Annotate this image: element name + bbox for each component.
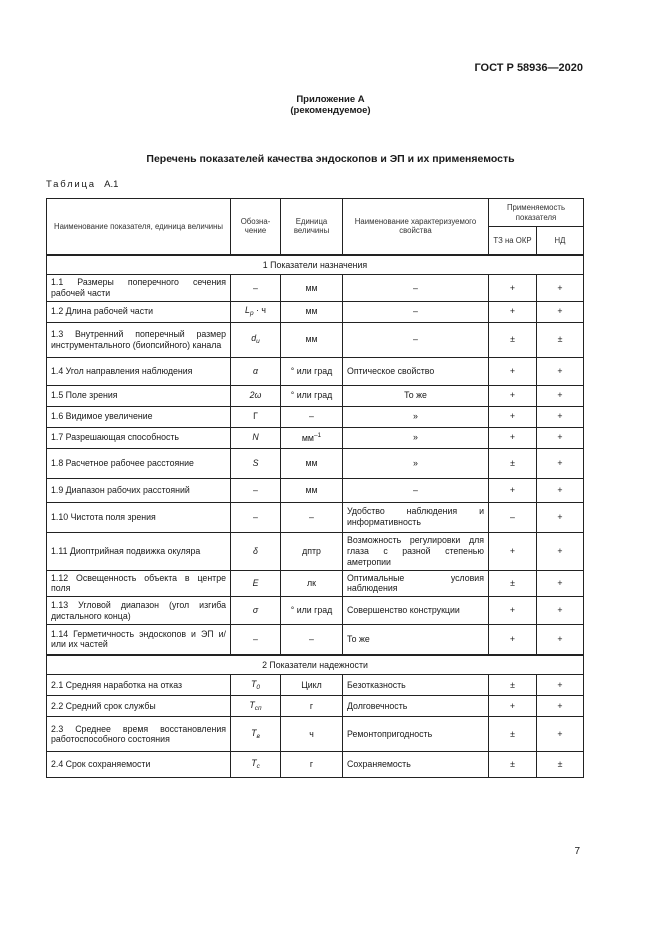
table-row — [47, 275, 584, 301]
indicator-name: 1.13 Угловой диапазон (угол изгиба дистального конца) — [47, 597, 231, 625]
applicability-nd: + — [537, 717, 584, 752]
standard-number: ГОСТ Р 58936—2020 — [474, 62, 583, 74]
symbol-subscript: сп — [254, 704, 262, 712]
indicator-symbol — [231, 448, 281, 478]
table-row — [47, 597, 584, 625]
applicability-tz: ± — [489, 717, 537, 752]
applicability-tz: + — [489, 532, 537, 570]
symbol-main: T — [249, 699, 255, 710]
indicator-unit — [281, 275, 343, 301]
symbol-subscript: и — [256, 338, 260, 346]
characteristic: – — [343, 478, 489, 502]
applicability-tz: + — [489, 301, 537, 322]
unit-superscript: –1 — [313, 431, 322, 439]
indicator-unit — [281, 570, 343, 596]
characteristic: Возможность регулировки для глаза с разной степенью аметропии — [343, 532, 489, 570]
unit-main: г — [309, 759, 314, 770]
indicator-unit — [281, 597, 343, 625]
applicability-nd: + — [537, 406, 584, 427]
characteristic: » — [343, 427, 489, 448]
indicator-unit — [281, 478, 343, 502]
applicability-tz: ± — [489, 675, 537, 696]
indicator-symbol — [231, 301, 281, 322]
unit-main: г — [309, 700, 314, 711]
applicability-nd: + — [537, 597, 584, 625]
characteristic: Безотказность — [343, 675, 489, 696]
applicability-tz: + — [489, 478, 537, 502]
unit-main: – — [309, 511, 314, 522]
indicator-name: 1.8 Расчетное рабочее расстояние — [47, 448, 231, 478]
indicator-name: 1.9 Диапазон рабочих расстояний — [47, 478, 231, 502]
applicability-tz: + — [489, 597, 537, 625]
page-number: 7 — [574, 846, 580, 857]
indicator-name: 1.2 Длина рабочей части — [47, 301, 231, 322]
table-row — [47, 502, 584, 532]
applicability-nd: + — [537, 427, 584, 448]
col-header-characteristic: Наименование характеризуемого свойства — [343, 199, 489, 255]
indicator-unit — [281, 532, 343, 570]
document-title: Перечень показателей качества эндоскопов и ЭП и их применяемость — [146, 153, 515, 165]
applicability-nd: + — [537, 502, 584, 532]
unit-main: Цикл — [301, 679, 322, 690]
applicability-tz: + — [489, 625, 537, 655]
unit-main: мм — [305, 457, 318, 468]
unit-main: ° или град — [290, 605, 333, 616]
characteristic: Оптическое свойство — [343, 357, 489, 385]
characteristic: Сохраняемость — [343, 752, 489, 778]
applicability-nd: ± — [537, 322, 584, 357]
table-row — [47, 532, 584, 570]
symbol-main: δ — [253, 545, 258, 556]
applicability-nd: + — [537, 570, 584, 596]
symbol-subscript: в — [256, 732, 260, 740]
indicator-name: 2.2 Средний срок службы — [47, 696, 231, 717]
characteristic: Ремонтопригодность — [343, 717, 489, 752]
indicator-symbol — [231, 427, 281, 448]
symbol-main: σ — [252, 605, 259, 616]
symbol-subscript: р — [249, 310, 254, 318]
col-header-symbol: Обозна- чение — [231, 199, 281, 255]
symbol-main: T — [251, 758, 257, 769]
applicability-tz: + — [489, 357, 537, 385]
characteristic: То же — [343, 625, 489, 655]
section-title: 2 Показатели надежности — [47, 655, 584, 675]
indicator-name: 1.5 Поле зрения — [47, 385, 231, 406]
indicator-symbol — [231, 385, 281, 406]
indicator-symbol — [231, 696, 281, 717]
applicability-nd: + — [537, 478, 584, 502]
symbol-main: – — [253, 511, 258, 522]
applicability-nd: + — [537, 448, 584, 478]
applicability-nd: + — [537, 696, 584, 717]
applicability-tz: – — [489, 502, 537, 532]
indicator-symbol — [231, 752, 281, 778]
indicator-symbol — [231, 357, 281, 385]
symbol-main: – — [253, 484, 258, 495]
indicator-symbol — [231, 406, 281, 427]
indicator-unit — [281, 717, 343, 752]
indicator-unit — [281, 696, 343, 717]
table-label-word: Таблица — [46, 179, 96, 190]
annex-title: Приложение А — [296, 94, 365, 105]
applicability-nd: + — [537, 532, 584, 570]
indicator-symbol — [231, 597, 281, 625]
applicability-tz: ± — [489, 448, 537, 478]
indicator-name: 1.3 Внутренний поперечный размер инструментального (биопсийного) канала — [47, 322, 231, 357]
indicator-symbol — [231, 322, 281, 357]
indicator-unit — [281, 675, 343, 696]
indicator-symbol — [231, 675, 281, 696]
table-row — [47, 448, 584, 478]
characteristic: – — [343, 301, 489, 322]
applicability-nd: + — [537, 357, 584, 385]
symbol-main: T — [251, 727, 257, 738]
indicator-symbol — [231, 502, 281, 532]
unit-main: ч — [309, 728, 314, 739]
unit-main: лк — [307, 578, 316, 589]
indicator-symbol — [231, 717, 281, 752]
table-row — [47, 385, 584, 406]
characteristic: » — [343, 406, 489, 427]
unit-main: – — [309, 411, 314, 422]
indicator-unit — [281, 752, 343, 778]
unit-main: мм — [305, 484, 318, 495]
applicability-tz: + — [489, 275, 537, 301]
indicator-name: 1.14 Герметичность эндоскопов и ЭП и/или их частей — [47, 625, 231, 655]
symbol-main: E — [252, 578, 259, 589]
indicator-symbol — [231, 532, 281, 570]
applicability-tz: + — [489, 385, 537, 406]
symbol-main: 2ω — [249, 390, 262, 401]
unit-main: мм — [301, 432, 314, 443]
applicability-nd: + — [537, 275, 584, 301]
indicator-name: 1.7 Разрешающая способность — [47, 427, 231, 448]
applicability-nd: + — [537, 625, 584, 655]
symbol-main: N — [252, 432, 259, 443]
indicator-unit — [281, 625, 343, 655]
table-body — [47, 255, 584, 778]
unit-main: мм — [305, 282, 318, 293]
indicator-unit — [281, 427, 343, 448]
indicator-unit — [281, 502, 343, 532]
unit-main: ° или град — [290, 390, 333, 401]
indicator-name: 2.1 Средняя наработка на отказ — [47, 675, 231, 696]
symbol-main: T — [251, 678, 257, 689]
characteristic: – — [343, 322, 489, 357]
table-row — [47, 427, 584, 448]
symbol-main: L — [245, 305, 250, 316]
col-header-name: Наименование показателя, единица величины — [47, 199, 231, 255]
characteristic: » — [343, 448, 489, 478]
unit-main: дптр — [302, 545, 321, 556]
indicator-symbol — [231, 275, 281, 301]
indicator-name: 1.6 Видимое увеличение — [47, 406, 231, 427]
table-row — [47, 752, 584, 778]
section-header-row — [47, 655, 584, 675]
table-row — [47, 357, 584, 385]
characteristic: То же — [343, 385, 489, 406]
applicability-nd: + — [537, 675, 584, 696]
table-row — [47, 675, 584, 696]
indicator-name: 2.3 Среднее время восстановления работоспособного состояния — [47, 717, 231, 752]
applicability-nd: + — [537, 301, 584, 322]
table-label-number: А.1 — [104, 179, 119, 190]
table-row — [47, 406, 584, 427]
table-row — [47, 478, 584, 502]
characteristic: Долговечность — [343, 696, 489, 717]
indicator-unit — [281, 301, 343, 322]
characteristic: Оптимальные условия наблюдения — [343, 570, 489, 596]
unit-main: мм — [305, 334, 318, 345]
indicator-name: 1.1 Размеры поперечного сечения рабочей части — [47, 275, 231, 301]
indicator-unit — [281, 357, 343, 385]
symbol-main: – — [253, 633, 258, 644]
indicator-name: 1.10 Чистота поля зрения — [47, 502, 231, 532]
applicability-tz: + — [489, 696, 537, 717]
section-title: 1 Показатели назначения — [47, 255, 584, 275]
col-header-tz: ТЗ на ОКР — [489, 227, 537, 255]
unit-main: мм — [305, 306, 318, 317]
applicability-tz: + — [489, 406, 537, 427]
unit-main: – — [309, 633, 314, 644]
table-row — [47, 696, 584, 717]
col-header-unit: Единица величины — [281, 199, 343, 255]
indicator-unit — [281, 385, 343, 406]
indicator-unit — [281, 448, 343, 478]
symbol-main: – — [253, 282, 258, 293]
symbol-suffix: · ч — [253, 305, 266, 316]
indicators-table — [46, 198, 584, 778]
applicability-tz: ± — [489, 322, 537, 357]
symbol-subscript: 0 — [256, 683, 260, 691]
indicator-unit — [281, 406, 343, 427]
characteristic: Удобство наблюдения и информативность — [343, 502, 489, 532]
table-label — [46, 179, 118, 190]
indicator-symbol — [231, 478, 281, 502]
table-row — [47, 322, 584, 357]
table-row — [47, 625, 584, 655]
unit-main: ° или град — [290, 365, 333, 376]
indicator-symbol — [231, 570, 281, 596]
symbol-main: S — [252, 457, 259, 468]
indicator-name: 1.4 Угол направления наблюдения — [47, 357, 231, 385]
symbol-subscript: с — [256, 763, 260, 771]
applicability-tz: ± — [489, 570, 537, 596]
indicator-symbol — [231, 625, 281, 655]
symbol-main: d — [251, 333, 257, 344]
characteristic: – — [343, 275, 489, 301]
table-row — [47, 717, 584, 752]
indicator-unit — [281, 322, 343, 357]
applicability-tz: + — [489, 427, 537, 448]
section-header-row — [47, 255, 584, 275]
indicator-name: 1.12 Освещенность объекта в центре поля — [47, 570, 231, 596]
applicability-nd: + — [537, 385, 584, 406]
table-row — [47, 570, 584, 596]
indicator-name: 1.11 Диоптрийная подвижка окуляра — [47, 532, 231, 570]
symbol-main: Г — [253, 411, 258, 422]
indicator-name: 2.4 Срок сохраняемости — [47, 752, 231, 778]
table-row — [47, 301, 584, 322]
symbol-main: α — [252, 365, 259, 376]
col-header-applicability: Применяемость показателя — [489, 199, 584, 227]
annex-status: (рекомендуемое) — [290, 105, 371, 116]
applicability-nd: ± — [537, 752, 584, 778]
characteristic: Совершенство конструкции — [343, 597, 489, 625]
applicability-tz: ± — [489, 752, 537, 778]
col-header-nd: НД — [537, 227, 584, 255]
